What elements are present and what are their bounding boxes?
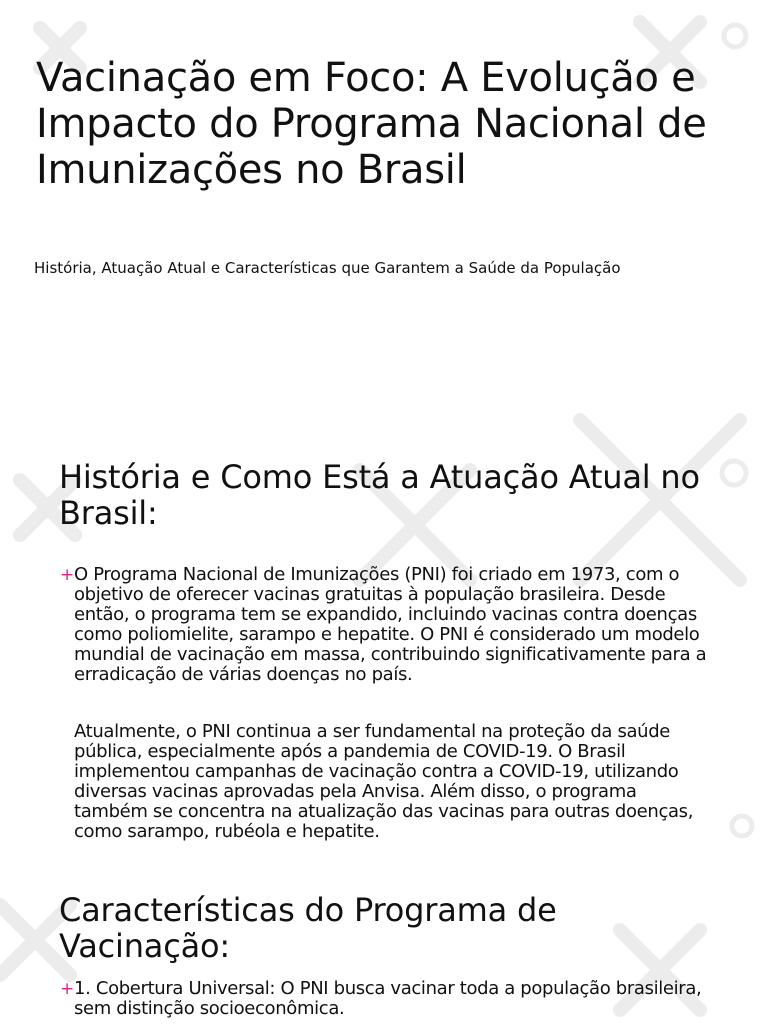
paragraph	[60, 722, 710, 842]
paragraph-text: Atualmente, o PNI continua a ser fundamental na proteção da saúde pública, especialmente após a pandemia de COVID-19. O Brasil implementou campanhas de vacinação contra a COVID-19, utilizando diversas vacinas aprovadas pela Anvisa. Além disso, o programa também se concentra na atualização das vacinas para outras doenças, como sarampo, rubéola e hepatite.	[74, 721, 694, 842]
section-heading-characteristics: Características do Programa de Vacinação:	[59, 891, 557, 965]
paragraph-text: O Programa Nacional de Imunizações (PNI) foi criado em 1973, com o objetivo de oferecer vacinas gratuitas à população brasileira. Desde então, o programa tem se expandido, incluindo vacinas contra doenças como poliomielite, sarampo e hepatite. O PNI é considerado um modelo mundial de vacinação em massa, contribuindo significativamente para a erradicação de várias doenças no país.	[74, 564, 707, 685]
plus-bullet-icon: +	[60, 565, 74, 585]
bullet-paragraph	[60, 979, 710, 1019]
plus-bullet-icon: +	[60, 979, 74, 999]
paragraph-text: 1. Cobertura Universal: O PNI busca vacinar toda a população brasileira, sem distinção socioeconômica.	[74, 978, 702, 1019]
bullet-paragraph	[60, 565, 710, 685]
document-subtitle: História, Atuação Atual e Características que Garantem a Saúde da População	[34, 259, 621, 277]
section-heading-history: História e Como Está a Atuação Atual no Brasil:	[59, 458, 700, 532]
document-title: Vacinação em Foco: A Evolução e Impacto do Programa Nacional de Imunizações no Brasil	[36, 55, 707, 193]
